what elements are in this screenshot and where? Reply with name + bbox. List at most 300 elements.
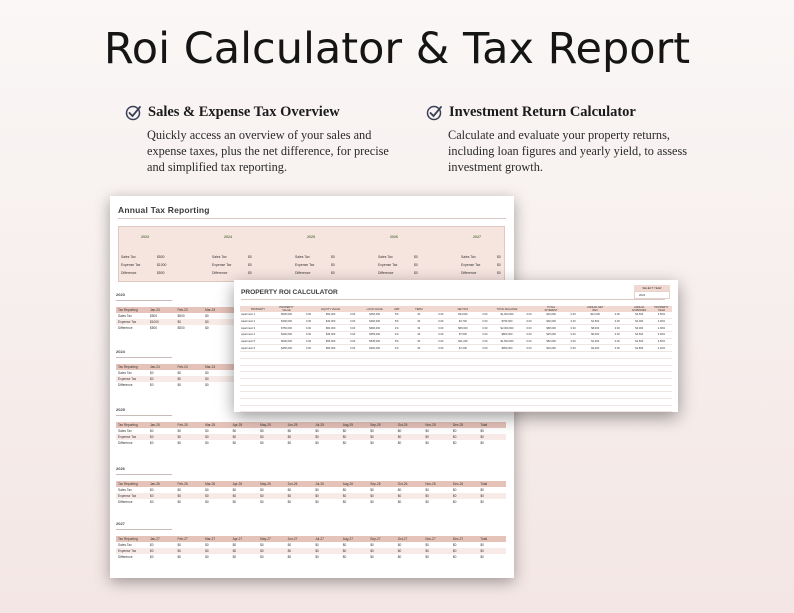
table-cell[interactable]: $0	[397, 488, 402, 492]
table-cell[interactable]: $4,700	[451, 318, 473, 325]
table-cell[interactable]: $0	[397, 543, 402, 547]
table-cell[interactable]	[240, 358, 275, 365]
table-cell[interactable]	[363, 405, 385, 412]
table-cell[interactable]: 0.00	[341, 338, 363, 345]
table-cell[interactable]	[275, 365, 297, 372]
table-cell[interactable]: 0.00	[297, 318, 319, 325]
table-cell[interactable]: 30	[407, 318, 429, 325]
table-cell[interactable]: $0	[260, 500, 264, 504]
table-cell[interactable]: $0	[150, 500, 154, 504]
table-cell[interactable]	[451, 352, 473, 359]
table-cell[interactable]: $1000	[148, 319, 176, 325]
table-cell[interactable]	[363, 385, 385, 392]
table-cell[interactable]: $0	[368, 548, 396, 554]
table-cell[interactable]	[407, 405, 429, 412]
table-cell[interactable]: $0	[480, 543, 484, 547]
table-cell[interactable]	[385, 352, 407, 359]
table-cell[interactable]	[275, 358, 297, 365]
table-cell[interactable]: 5%	[385, 318, 407, 325]
table-cell[interactable]: $0	[452, 441, 457, 445]
table-cell[interactable]	[495, 372, 517, 379]
table-cell[interactable]: $1,000	[584, 338, 606, 345]
table-cell[interactable]	[584, 372, 606, 379]
table-cell[interactable]: $0	[205, 488, 209, 492]
summary-value[interactable]: $0	[248, 255, 252, 259]
table-cell[interactable]	[606, 372, 628, 379]
table-cell[interactable]: $0	[232, 543, 237, 547]
table-cell[interactable]: $25,000	[540, 332, 562, 339]
table-cell[interactable]: $0	[452, 555, 457, 559]
table-cell[interactable]	[518, 372, 540, 379]
table-cell[interactable]: $0	[478, 548, 506, 554]
table-cell[interactable]	[275, 392, 297, 399]
table-cell[interactable]	[407, 398, 429, 405]
table-cell[interactable]: 0.00	[297, 338, 319, 345]
table-cell[interactable]: $1,500	[628, 338, 650, 345]
table-cell[interactable]: 0.00	[473, 312, 495, 318]
table-cell[interactable]: $0	[425, 555, 429, 559]
table-cell[interactable]	[407, 392, 429, 399]
table-cell[interactable]: $0	[176, 376, 204, 382]
table-cell[interactable]	[341, 378, 363, 385]
table-cell[interactable]: 0.00	[518, 312, 540, 318]
table-cell[interactable]	[584, 385, 606, 392]
table-cell[interactable]: 0.00	[473, 345, 495, 352]
table-cell[interactable]: $0	[148, 493, 176, 499]
table-cell[interactable]: $0	[315, 429, 319, 433]
table-cell[interactable]	[628, 385, 650, 392]
table-cell[interactable]	[275, 405, 297, 412]
table-cell[interactable]	[297, 405, 319, 412]
table-cell[interactable]	[606, 392, 628, 399]
table-cell[interactable]	[628, 365, 650, 372]
table-cell[interactable]: 3.00%	[650, 332, 672, 339]
table-cell[interactable]: $0	[342, 441, 347, 445]
table-cell[interactable]: $0	[260, 555, 264, 559]
table-cell[interactable]: $0	[342, 429, 347, 433]
table-cell[interactable]: $0	[368, 434, 396, 440]
table-cell[interactable]: $0	[370, 500, 374, 504]
table-cell[interactable]: $950,000	[495, 345, 517, 352]
table-cell[interactable]: $0	[452, 488, 457, 492]
table-cell[interactable]	[473, 378, 495, 385]
table-cell[interactable]: $0	[177, 543, 182, 547]
table-cell[interactable]	[407, 358, 429, 365]
table-cell[interactable]: $0	[315, 543, 319, 547]
table-cell[interactable]: 0.00	[606, 325, 628, 332]
table-cell[interactable]: $0	[260, 441, 264, 445]
table-cell[interactable]: $0	[313, 434, 341, 440]
table-cell[interactable]: 0.00	[562, 332, 584, 339]
table-cell[interactable]	[429, 392, 451, 399]
table-cell[interactable]: $0	[176, 319, 204, 325]
table-cell[interactable]	[650, 358, 672, 365]
table-cell[interactable]	[429, 378, 451, 385]
table-cell[interactable]: $0	[313, 493, 341, 499]
table-cell[interactable]: $0	[232, 555, 237, 559]
table-cell[interactable]: $0	[177, 429, 182, 433]
table-cell[interactable]	[451, 358, 473, 365]
table-cell[interactable]: $0	[341, 493, 369, 499]
table-cell[interactable]: $690,000	[363, 325, 385, 332]
table-cell[interactable]: $34,600	[451, 312, 473, 318]
table-cell[interactable]	[407, 352, 429, 359]
table-cell[interactable]	[473, 365, 495, 372]
table-cell[interactable]	[451, 385, 473, 392]
table-cell[interactable]: $2,500	[628, 332, 650, 339]
table-cell[interactable]	[495, 392, 517, 399]
table-cell[interactable]: $0	[397, 555, 402, 559]
table-cell[interactable]: $60,000	[319, 325, 341, 332]
table-cell[interactable]: $800,000	[495, 332, 517, 339]
table-cell[interactable]: $0	[287, 488, 292, 492]
table-cell[interactable]: $0	[150, 488, 154, 492]
table-cell[interactable]: $0	[205, 326, 209, 330]
table-cell[interactable]	[363, 372, 385, 379]
table-cell[interactable]	[606, 352, 628, 359]
table-cell[interactable]: $0	[232, 441, 237, 445]
table-cell[interactable]	[650, 392, 672, 399]
table-cell[interactable]: $0	[452, 500, 457, 504]
table-cell[interactable]: 0.00	[297, 312, 319, 318]
table-cell[interactable]	[319, 385, 341, 392]
table-cell[interactable]: $0	[313, 548, 341, 554]
table-cell[interactable]: $0	[150, 383, 154, 387]
property-name[interactable]: Apartment 5	[240, 338, 275, 345]
summary-value[interactable]: $500	[157, 255, 165, 259]
table-cell[interactable]: $450,000	[275, 345, 297, 352]
table-cell[interactable]: $0	[451, 548, 479, 554]
table-cell[interactable]: $0	[425, 488, 429, 492]
table-cell[interactable]: $2,000,000	[495, 325, 517, 332]
table-cell[interactable]	[429, 398, 451, 405]
table-cell[interactable]	[385, 405, 407, 412]
table-cell[interactable]: $0	[425, 441, 429, 445]
table-cell[interactable]: $0	[396, 548, 424, 554]
table-cell[interactable]	[495, 378, 517, 385]
table-cell[interactable]: $0	[342, 500, 347, 504]
table-cell[interactable]: $0	[203, 548, 231, 554]
table-cell[interactable]	[518, 398, 540, 405]
table-cell[interactable]: $0	[150, 543, 154, 547]
table-cell[interactable]: $0	[260, 488, 264, 492]
table-cell[interactable]	[451, 365, 473, 372]
table-cell[interactable]: $0	[425, 429, 429, 433]
table-cell[interactable]: $1,500,000	[495, 338, 517, 345]
table-cell[interactable]	[319, 378, 341, 385]
table-cell[interactable]	[606, 398, 628, 405]
table-cell[interactable]: $0	[258, 493, 286, 499]
table-cell[interactable]: 2.50%	[650, 338, 672, 345]
table-cell[interactable]: $500	[150, 314, 158, 318]
table-cell[interactable]: $0	[232, 429, 237, 433]
table-cell[interactable]: $0	[342, 543, 347, 547]
table-cell[interactable]: $0	[203, 493, 231, 499]
table-cell[interactable]: $0	[287, 441, 292, 445]
table-cell[interactable]	[297, 392, 319, 399]
table-cell[interactable]	[650, 405, 672, 412]
table-cell[interactable]: $400,000	[275, 332, 297, 339]
table-cell[interactable]	[407, 378, 429, 385]
table-cell[interactable]	[650, 378, 672, 385]
table-cell[interactable]	[518, 385, 540, 392]
table-cell[interactable]: 4%	[385, 325, 407, 332]
table-cell[interactable]	[540, 398, 562, 405]
table-cell[interactable]: 0.00	[606, 318, 628, 325]
table-cell[interactable]	[407, 365, 429, 372]
table-cell[interactable]: $0	[205, 383, 209, 387]
table-cell[interactable]: 0.00	[518, 318, 540, 325]
table-cell[interactable]: $0	[287, 555, 292, 559]
table-cell[interactable]	[628, 352, 650, 359]
table-cell[interactable]	[473, 385, 495, 392]
table-cell[interactable]	[341, 352, 363, 359]
table-cell[interactable]: $8,000	[584, 325, 606, 332]
table-cell[interactable]: 5%	[385, 312, 407, 318]
table-cell[interactable]: $0	[205, 429, 209, 433]
table-cell[interactable]	[473, 358, 495, 365]
table-cell[interactable]: $0	[203, 319, 231, 325]
table-cell[interactable]	[429, 372, 451, 379]
table-cell[interactable]: 0.00	[518, 338, 540, 345]
table-cell[interactable]	[540, 358, 562, 365]
summary-value[interactable]: $0	[414, 263, 418, 267]
table-cell[interactable]: $0	[342, 555, 347, 559]
table-cell[interactable]: $0	[205, 371, 209, 375]
table-cell[interactable]	[606, 378, 628, 385]
property-name[interactable]: Apartment 3	[240, 325, 275, 332]
table-cell[interactable]: 0.00	[562, 318, 584, 325]
table-cell[interactable]	[275, 398, 297, 405]
table-cell[interactable]	[240, 398, 275, 405]
table-cell[interactable]	[495, 398, 517, 405]
table-cell[interactable]: $0	[258, 434, 286, 440]
summary-value[interactable]: $0	[248, 263, 252, 267]
table-cell[interactable]: $0	[287, 500, 292, 504]
table-cell[interactable]: $30,000	[540, 318, 562, 325]
table-cell[interactable]: $68,000	[451, 325, 473, 332]
table-cell[interactable]	[606, 405, 628, 412]
table-cell[interactable]	[297, 358, 319, 365]
table-cell[interactable]	[518, 365, 540, 372]
table-cell[interactable]	[275, 372, 297, 379]
table-cell[interactable]	[297, 372, 319, 379]
table-cell[interactable]: $0	[205, 441, 209, 445]
table-cell[interactable]: $0	[177, 488, 182, 492]
table-cell[interactable]	[584, 358, 606, 365]
table-cell[interactable]	[240, 365, 275, 372]
table-cell[interactable]	[562, 385, 584, 392]
table-cell[interactable]: $0	[150, 555, 154, 559]
table-cell[interactable]: 0.00	[518, 325, 540, 332]
table-cell[interactable]: $50,000	[319, 345, 341, 352]
property-name[interactable]: Apartment 6	[240, 345, 275, 352]
table-cell[interactable]	[407, 372, 429, 379]
table-cell[interactable]: $0	[176, 493, 204, 499]
table-cell[interactable]	[275, 352, 297, 359]
table-cell[interactable]: $0	[396, 493, 424, 499]
table-cell[interactable]	[451, 372, 473, 379]
table-cell[interactable]	[518, 405, 540, 412]
table-cell[interactable]: 0.00	[429, 345, 451, 352]
table-cell[interactable]: $0	[203, 434, 231, 440]
table-cell[interactable]	[363, 392, 385, 399]
table-cell[interactable]: $0	[177, 371, 182, 375]
table-cell[interactable]	[540, 392, 562, 399]
table-cell[interactable]: 0.00	[518, 332, 540, 339]
table-cell[interactable]: $0	[148, 548, 176, 554]
table-cell[interactable]	[429, 358, 451, 365]
table-cell[interactable]: 3.50%	[650, 312, 672, 318]
table-cell[interactable]: 0.00	[518, 345, 540, 352]
table-cell[interactable]: $34,600	[540, 312, 562, 318]
table-cell[interactable]: $0	[150, 371, 154, 375]
table-cell[interactable]	[240, 372, 275, 379]
table-cell[interactable]	[429, 365, 451, 372]
year-selector[interactable]	[634, 285, 670, 300]
table-cell[interactable]	[650, 352, 672, 359]
table-cell[interactable]: 0.00	[297, 345, 319, 352]
table-cell[interactable]: 0.00	[297, 332, 319, 339]
table-cell[interactable]	[319, 392, 341, 399]
table-cell[interactable]: $0	[315, 488, 319, 492]
table-cell[interactable]	[363, 398, 385, 405]
table-cell[interactable]: 0.00	[562, 312, 584, 318]
table-cell[interactable]: $0	[370, 555, 374, 559]
table-cell[interactable]: $0	[423, 493, 451, 499]
table-cell[interactable]	[385, 372, 407, 379]
table-cell[interactable]	[297, 398, 319, 405]
table-cell[interactable]	[650, 372, 672, 379]
table-cell[interactable]: $750,000	[275, 325, 297, 332]
table-cell[interactable]	[540, 372, 562, 379]
table-cell[interactable]	[473, 372, 495, 379]
table-cell[interactable]	[628, 392, 650, 399]
table-cell[interactable]: 0.00	[429, 318, 451, 325]
table-cell[interactable]	[473, 352, 495, 359]
table-cell[interactable]	[240, 392, 275, 399]
table-cell[interactable]: $0	[396, 434, 424, 440]
table-cell[interactable]	[385, 398, 407, 405]
table-cell[interactable]	[319, 405, 341, 412]
table-cell[interactable]: $0	[370, 543, 374, 547]
table-cell[interactable]: $0	[232, 500, 237, 504]
table-cell[interactable]: $0	[370, 441, 374, 445]
table-cell[interactable]: 5%	[385, 338, 407, 345]
table-cell[interactable]: $0	[397, 500, 402, 504]
table-cell[interactable]: 0.00	[562, 338, 584, 345]
table-cell[interactable]: $355,000	[363, 332, 385, 339]
table-cell[interactable]	[562, 405, 584, 412]
summary-value[interactable]: $1000	[157, 263, 167, 267]
table-cell[interactable]: $1,500	[584, 318, 606, 325]
table-cell[interactable]	[363, 358, 385, 365]
table-cell[interactable]: $0	[286, 493, 314, 499]
table-cell[interactable]	[584, 392, 606, 399]
table-cell[interactable]: $0	[480, 555, 484, 559]
summary-value[interactable]: $0	[497, 271, 501, 275]
table-cell[interactable]: $0	[177, 500, 182, 504]
table-cell[interactable]	[363, 352, 385, 359]
table-cell[interactable]: $3,000	[628, 325, 650, 332]
table-cell[interactable]	[518, 352, 540, 359]
table-cell[interactable]	[341, 365, 363, 372]
table-cell[interactable]: 0.00	[473, 318, 495, 325]
table-cell[interactable]: $750,000	[495, 318, 517, 325]
table-cell[interactable]	[562, 372, 584, 379]
table-cell[interactable]: $0	[423, 434, 451, 440]
table-cell[interactable]: $0	[341, 434, 369, 440]
table-cell[interactable]	[628, 398, 650, 405]
table-cell[interactable]	[518, 358, 540, 365]
table-cell[interactable]: $55,000	[319, 338, 341, 345]
table-cell[interactable]	[495, 385, 517, 392]
table-cell[interactable]: 30	[407, 338, 429, 345]
table-cell[interactable]	[275, 378, 297, 385]
table-cell[interactable]: $0	[148, 376, 176, 382]
table-cell[interactable]: $0	[231, 493, 259, 499]
table-cell[interactable]	[495, 358, 517, 365]
table-cell[interactable]: 30	[407, 325, 429, 332]
table-cell[interactable]: $300,000	[275, 318, 297, 325]
table-cell[interactable]	[319, 398, 341, 405]
table-cell[interactable]: $0	[480, 500, 484, 504]
table-cell[interactable]	[606, 365, 628, 372]
table-cell[interactable]: $0	[452, 429, 457, 433]
table-cell[interactable]	[297, 385, 319, 392]
table-cell[interactable]: $0	[341, 548, 369, 554]
table-cell[interactable]	[628, 378, 650, 385]
summary-value[interactable]: $0	[414, 271, 418, 275]
table-cell[interactable]: $0	[423, 548, 451, 554]
table-cell[interactable]: 0.00	[429, 312, 451, 318]
table-cell[interactable]: $0	[176, 434, 204, 440]
table-cell[interactable]: $0	[231, 548, 259, 554]
table-cell[interactable]	[319, 365, 341, 372]
table-cell[interactable]	[540, 365, 562, 372]
table-cell[interactable]	[407, 385, 429, 392]
table-cell[interactable]: $50,000	[540, 338, 562, 345]
table-cell[interactable]	[495, 405, 517, 412]
table-cell[interactable]	[297, 352, 319, 359]
table-cell[interactable]: $0	[203, 376, 231, 382]
table-cell[interactable]: 4.00%	[650, 325, 672, 332]
table-cell[interactable]: $68,000	[540, 325, 562, 332]
table-cell[interactable]	[451, 378, 473, 385]
table-cell[interactable]: 2.00%	[650, 318, 672, 325]
table-cell[interactable]: $0	[480, 429, 484, 433]
table-cell[interactable]: $1,000,000	[495, 312, 517, 318]
table-cell[interactable]	[451, 405, 473, 412]
table-cell[interactable]: $545,000	[363, 338, 385, 345]
table-cell[interactable]: $45,000	[319, 332, 341, 339]
table-cell[interactable]: 0.00	[606, 345, 628, 352]
table-cell[interactable]: $0	[478, 493, 506, 499]
table-cell[interactable]: $0	[287, 543, 292, 547]
table-cell[interactable]	[562, 352, 584, 359]
table-cell[interactable]	[540, 352, 562, 359]
table-cell[interactable]: $500	[177, 314, 185, 318]
table-cell[interactable]	[363, 378, 385, 385]
table-cell[interactable]	[319, 358, 341, 365]
table-cell[interactable]: 0.00	[606, 332, 628, 339]
table-cell[interactable]: $0	[176, 548, 204, 554]
table-cell[interactable]: $0	[260, 543, 264, 547]
table-cell[interactable]: $0	[397, 441, 402, 445]
table-cell[interactable]	[562, 378, 584, 385]
property-name[interactable]: Apartment 4	[240, 332, 275, 339]
table-cell[interactable]	[584, 365, 606, 372]
